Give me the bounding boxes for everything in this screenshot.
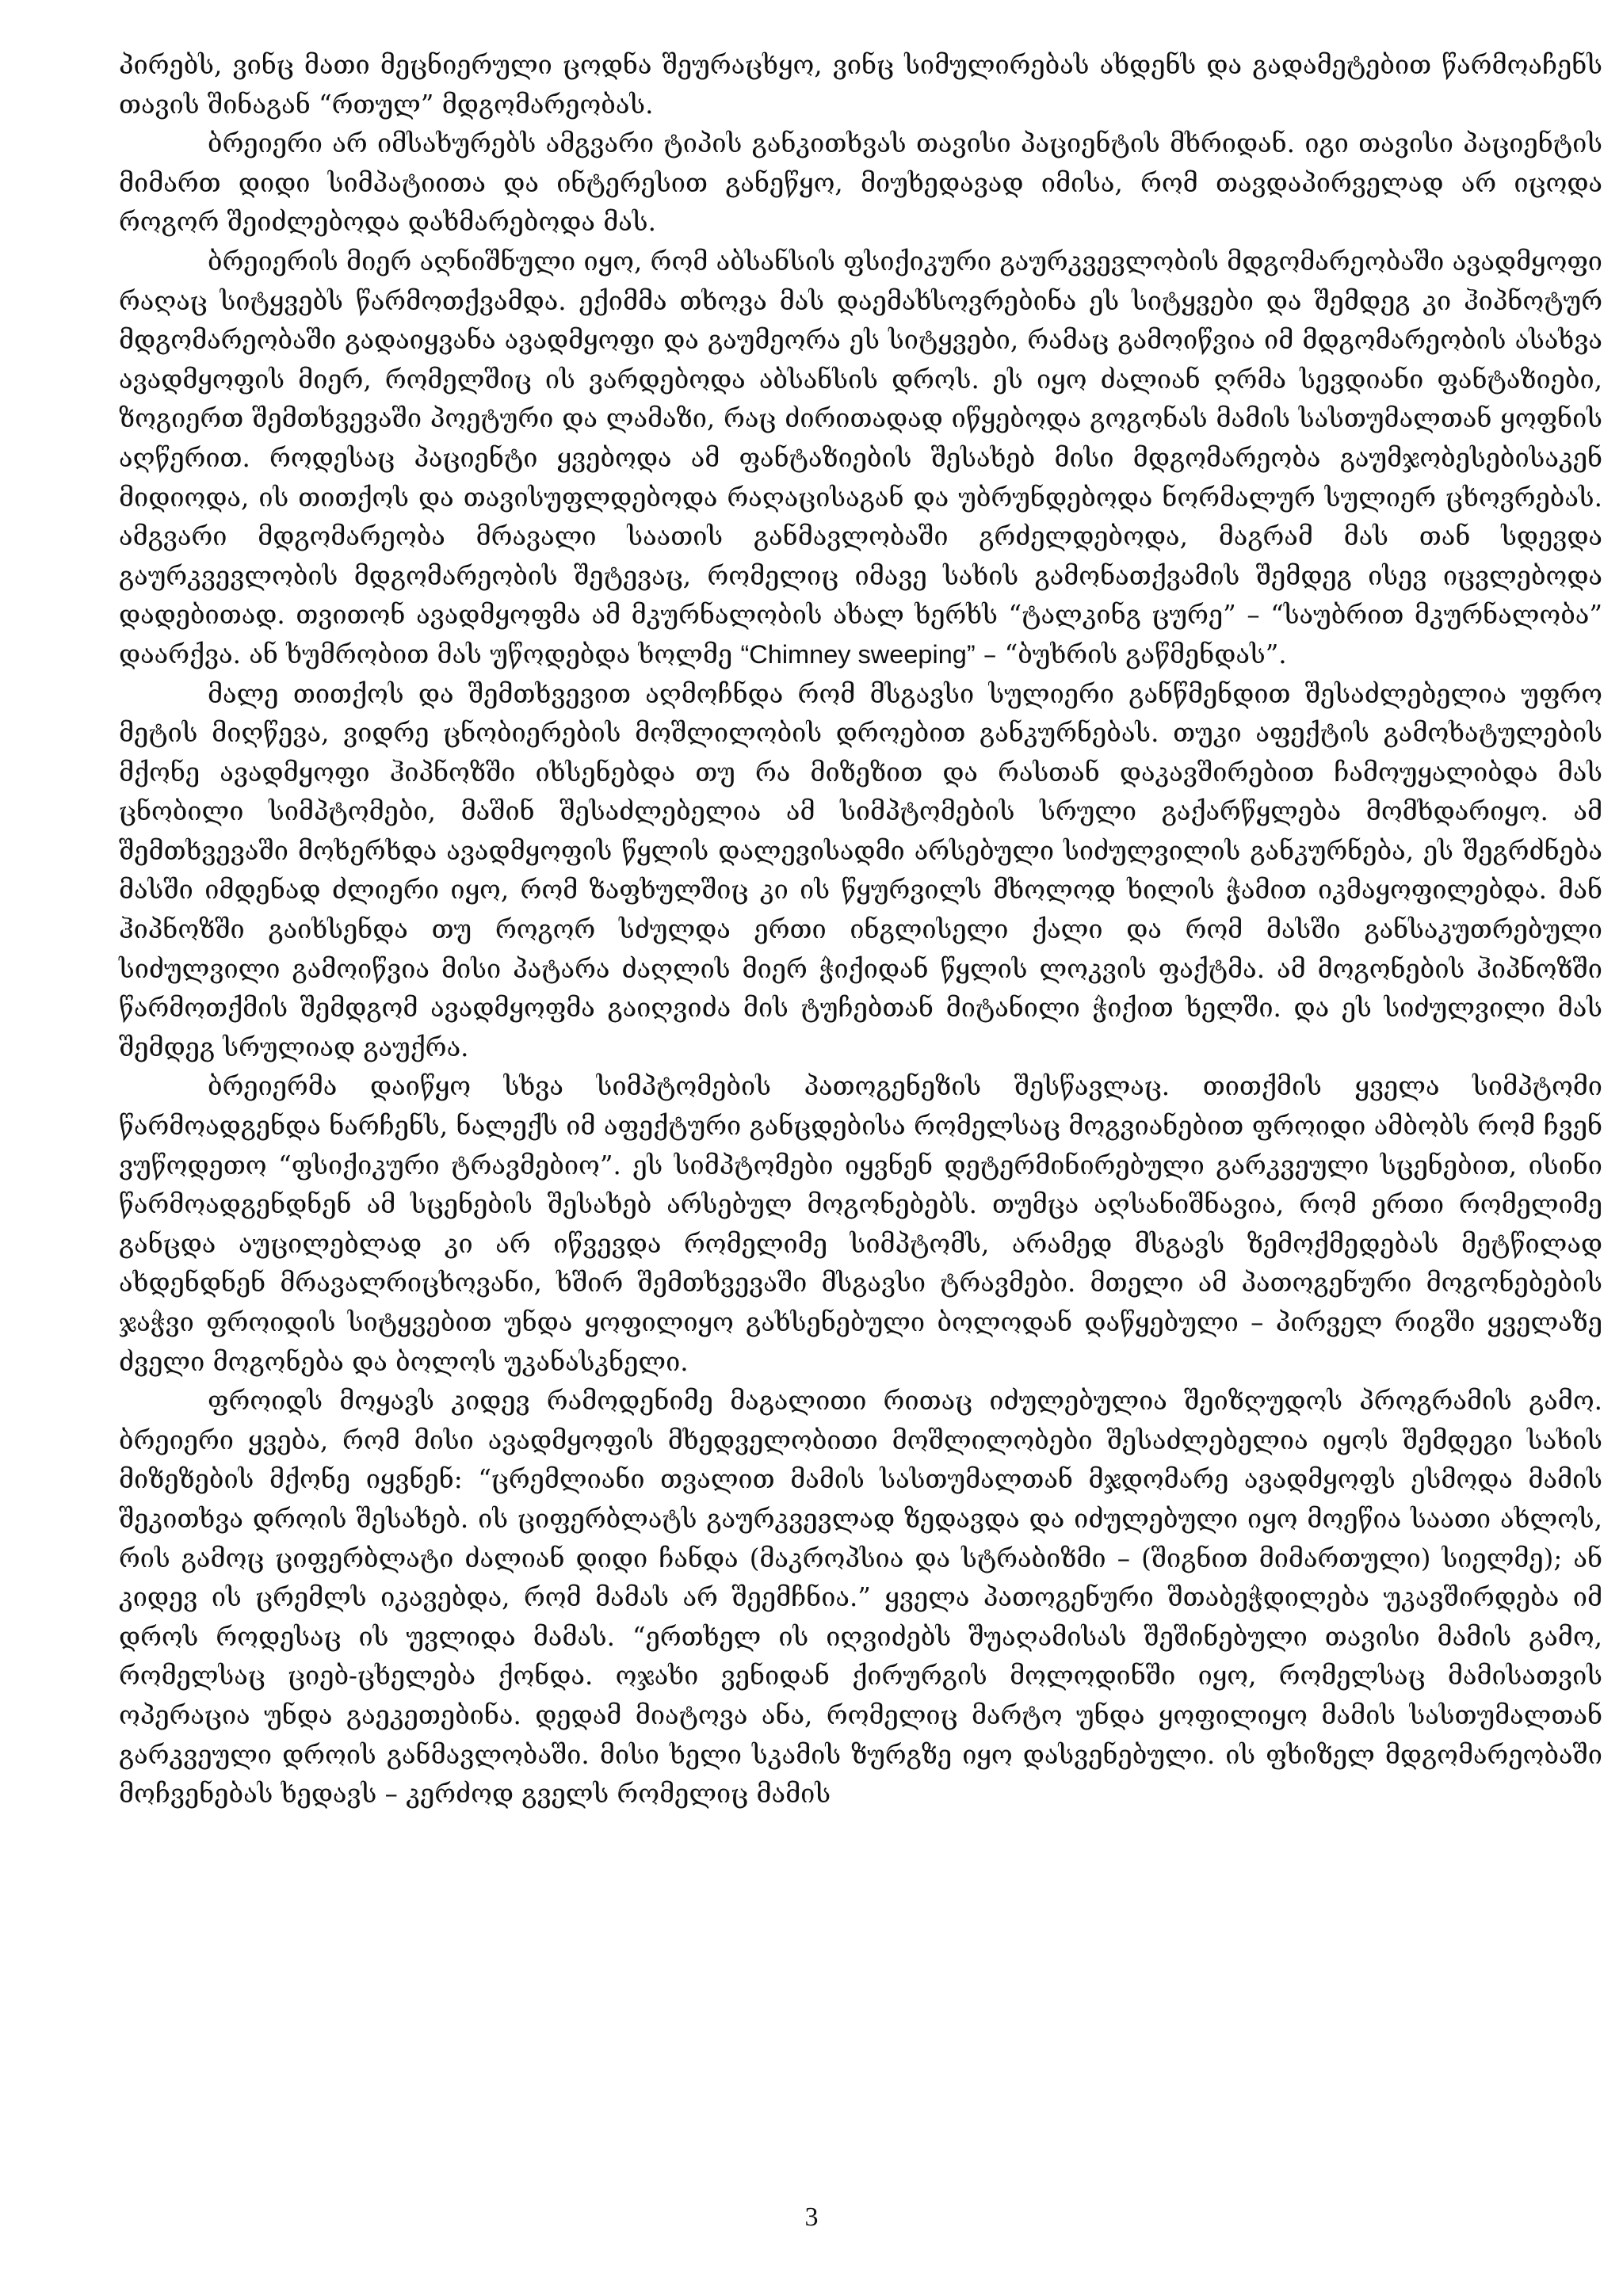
- paragraph-3: [119, 242, 1602, 675]
- paragraph-4: მალე თითქოს და შემთხვევით აღმოჩნდა რომ მსგავსი სულიერი განწმენდით შესაძლებელია უფრო მეტის მიღწევა, ვიდრე ცნობიერების მოშლილობის დროებით განკურნებას. თუკი აფექტის გამოხატულების მქონე ავადმყოფი ჰიპნოზში იხსენებდა თუ რა მიზეზით და რასთან დაკავშირებით ჩამოუყალიბდა მას ცნობილი სიმპტომები, მაშინ შესაძლებელია ამ სიმპტომების სრული გაქარწყლება მომხდარიყო. ამ შემთხვევაში მოხერხდა ავადმყოფის წყლის დალევისადმი არსებული სიძულვილის განკურნება, ეს შეგრძნება მასში იმდენად ძლიერი იყო, რომ ზაფხულშიც კი ის წყურვილს მხოლოდ ხილის ჭამით იკმაყოფილებდა. მან ჰიპნოზში გაიხსენდა თუ როგორ სძულდა ერთი ინგლისელი ქალი და რომ მასში განსაკუთრებული სიძულვილი გამოიწვია მისი პატარა ძაღლის მიერ ჭიქიდან წყლის ლოკვის ფაქტმა. ამ მოგონების ჰიპნოზში წარმოთქმის შემდგომ ავადმყოფმა გაიღვიძა მის ტუჩებთან მიტანილი ჭიქით ხელში. და ეს სიძულვილი მას შემდეგ სრულიად გაუქრა.: [119, 678, 1602, 1062]
- document-page: [119, 46, 1602, 1814]
- chimney-sweeping-phrase: “Chimney sweeping”: [740, 639, 976, 669]
- paragraph-5: ბრეიერმა დაიწყო სხვა სიმპტომების პათოგენეზის შესწავლაც. თითქმის ყველა სიმპტომი წარმოადგენდა ნარჩენს, ნალექს იმ აფექტური განცდებისა რომელსაც მოგვიანებით ფროიდი ამბობს რომ ჩვენ ვუწოდეთო “ფსიქიკური ტრავმებიო”. ეს სიმპტომები იყვნენ დეტერმინირებული გარკვეული სცენებით, ისინი წარმოადგენდნენ ამ სცენების შესახებ არსებულ მოგონებებს. თუმცა აღსანიშნავია, რომ ერთი რომელიმე განცდა აუცილებლად კი არ იწვევდა რომელიმე სიმპტომს, არამედ მსგავს ზემოქმედებას მეტწილად ახდენდნენ მრავალრიცხოვანი, ხშირ შემთხვევაში მსგავსი ტრავმები. მთელი ამ პათოგენური მოგონებების ჯაჭვი ფროიდის სიტყვებით უნდა ყოფილიყო გახსენებული ბოლოდან დაწყებული – პირველ რიგში ყველაზე ძველი მოგონება და ბოლოს უკანასკნელი.: [119, 1071, 1602, 1377]
- paragraph-3-tail: – “ბუხრის გაწმენდას”.: [975, 639, 1287, 669]
- paragraph-2: ბრეიერი არ იმსახურებს ამგვარი ტიპის განკითხვას თავისი პაციენტის მხრიდან. იგი თავისი პაციენტის მიმართ დიდი სიმპატიითა და ინტერესით განეწყო, მიუხედავად იმისა, რომ თავდაპირველად არ იცოდა როგორ შეიძლებოდა დახმარებოდა მას.: [119, 128, 1602, 238]
- paragraph-6: ფროიდს მოყავს კიდევ რამოდენიმე მაგალითი რითაც იძულებულია შეიზღუდოს პროგრამის გამო. ბრეიერი ყვება, რომ მისი ავადმყოფის მხედველობითი მოშლილობები შესაძლებელია იყოს შემდეგი სახის მიზეზების მქონე იყვნენ: “ცრემლიანი თვალით მამის სასთუმალთან მჯდომარე ავადმყოფს ესმოდა მამის შეკითხვა დროის შესახებ. ის ციფერბლატს გაურკვევლად ზედავდა და იძულებული იყო მოეწია საათი ახლოს, რის გამოც ციფერბლატი ძალიან დიდი ჩანდა (მაკროპსია და სტრაბიზმი – (შიგნით მიმართული) სიელმე); ან კიდევ ის ცრემლს იკავებდა, რომ მამას არ შეემჩნია.” ყველა პათოგენური შთაბეჭდილება უკავშირდება იმ დროს როდესაც ის უვლიდა მამას. “ერთხელ ის იღვიძებს შუაღამისას შეშინებული თავისი მამის გამო, რომელსაც ციებ-ცხელება ქონდა. ოჯახი ვენიდან ქირურგის მოლოდინში იყო, რომელსაც მამისათვის ოპერაცია უნდა გაეკეთებინა. დედამ მიატოვა ანა, რომელიც მარტო უნდა ყოფილიყო მამის სასთუმალთან გარკვეული დროის განმავლობაში. მისი ხელი სკამის ზურგზე იყო დასვენებული. ის ფხიზელ მდგომარეობაში მოჩვენებას ხედავს – კერძოდ გველს რომელიც მამის: [119, 1386, 1602, 1810]
- paragraph-1: პირებს, ვინც მათი მეცნიერული ცოდნა შეურაცხყო, ვინც სიმულირებას ახდენს და გადამეტებით წარმოაჩენს თავის შინაგან “რთულ” მდგომარეობას.: [119, 50, 1602, 120]
- page-number: 3: [804, 2203, 819, 2232]
- paragraph-3-text: ბრეიერის მიერ აღნიშნული იყო, რომ აბსანსის ფსიქიკური გაურკვევლობის მდგომარეობაში ავადმყოფი რაღაც სიტყვებს წარმოთქვამდა. ექიმმა თხოვა მას დაემახსოვრებინა ეს სიტყვები და შემდეგ კი ჰიპნოტურ მდგომარეობაში გადაიყვანა ავადმყოფი და გაუმეორა ეს სიტყვები, რამაც გამოიწვია იმ მდგომარეობის ასახვა ავადმყოფის მიერ, რომელშიც ის ვარდებოდა აბსანსის დროს. ეს იყო ძალიან ღრმა სევდიანი ფანტაზიები, ზოგიერთ შემთხვევაში პოეტური და ლამაზი, რაც ძირითადად იწყებოდა გოგონას მამის სასთუმალთან ყოფნის აღწერით. როდესაც პაციენტი ყვებოდა ამ ფანტაზიების შესახებ მისი მდგომარეობა გაუმჯობესებისაკენ მიდიოდა, ის თითქოს და თავისუფლდებოდა რაღაცისაგან და უბრუნდებოდა ნორმალურ სულიერ ცხოვრებას. ამგვარი მდგომარეობა მრავალი საათის განმავლობაში გრძელდებოდა, მაგრამ მას თან სდევდა გაურკვევლობის მდგომარეობის შეტევაც, რომელიც იმავე სახის გამონათქვამის შემდეგ ისევ იცვლებოდა დადებითად. თვითონ ავადმყოფმა ამ მკურნალობის ახალ ხერხს “ტალკინგ ცურე” – “საუბრით მკურნალობა” დაარქვა. ან ხუმრობით მას უწოდებდა ხოლმე: [119, 246, 1602, 669]
